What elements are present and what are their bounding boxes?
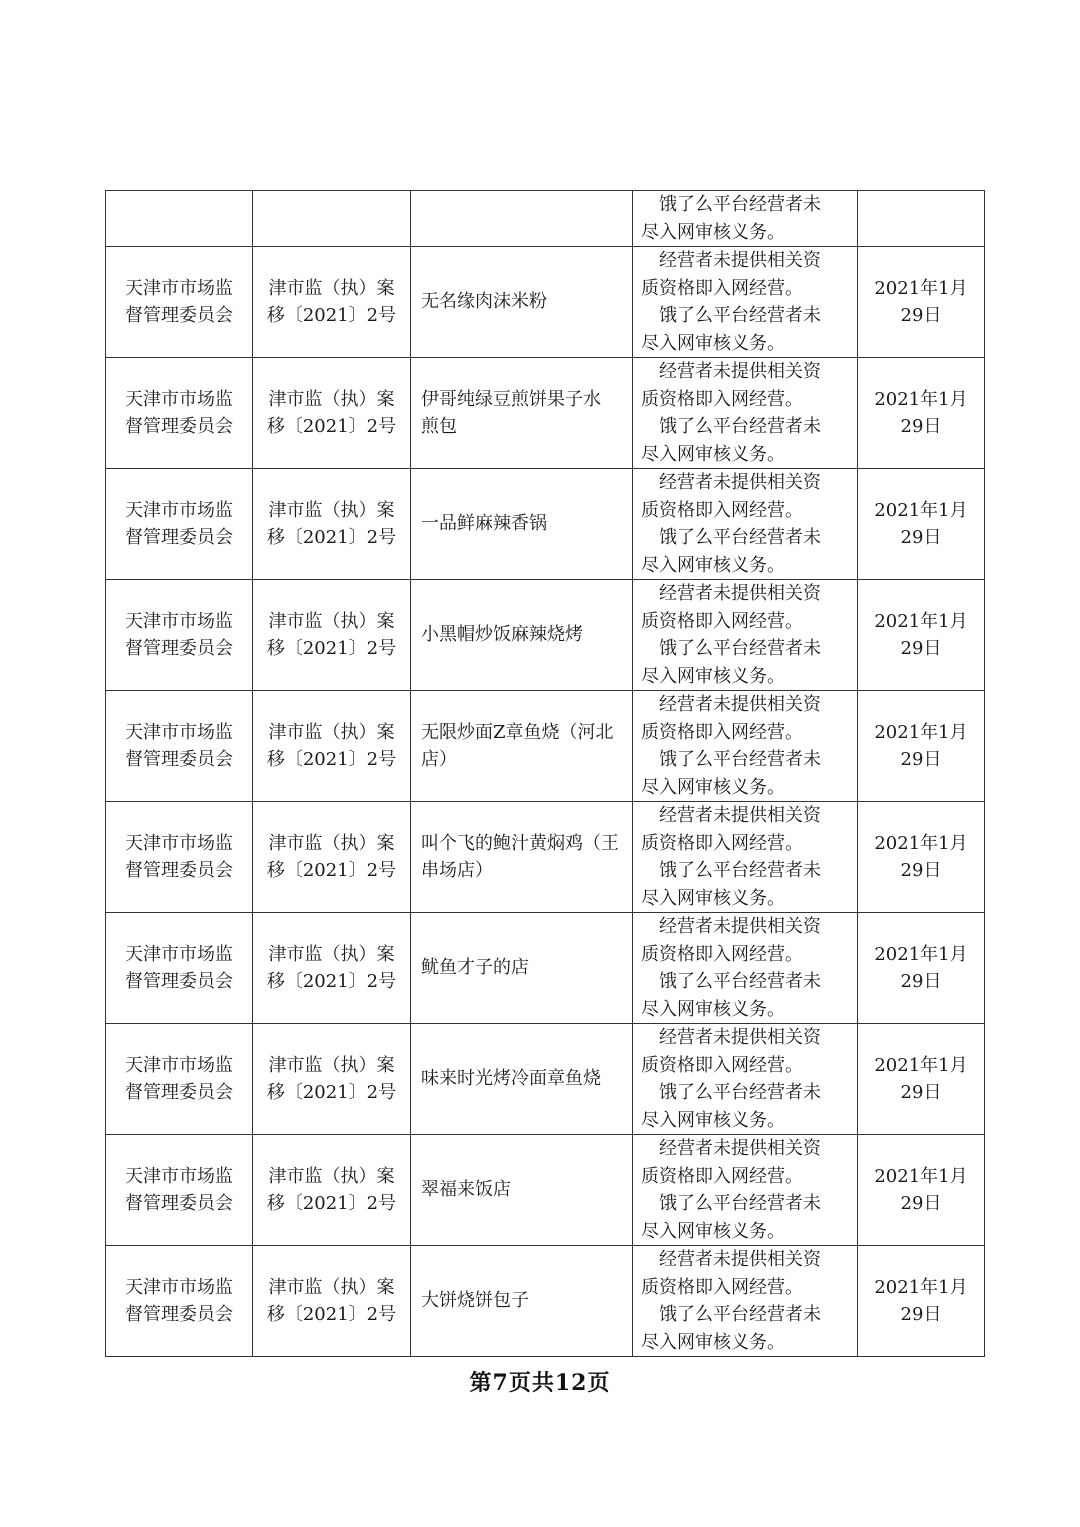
case-number-cell-text: 津市监（执）案 移〔2021〕2号 (266, 388, 397, 437)
violation-paragraph: 经营者未提供相关资 质资格即入网经营。 (641, 361, 821, 410)
business-name-cell (411, 691, 633, 802)
authority-cell (106, 247, 253, 358)
table-row (106, 1135, 985, 1246)
business-name-cell-text: 无名缘肉沫米粉 (421, 291, 547, 313)
date-cell (858, 1246, 985, 1357)
business-name-cell-text: 鱿鱼才子的店 (421, 957, 529, 979)
authority-cell-text: 天津市市场监 督管理委员会 (125, 277, 233, 326)
case-number-cell-text: 津市监（执）案 移〔2021〕2号 (266, 1054, 397, 1103)
authority-cell (106, 191, 253, 247)
case-number-cell-text: 津市监（执）案 移〔2021〕2号 (266, 277, 397, 326)
violation-cell (633, 691, 858, 802)
date-cell-text: 2021年1月 29日 (874, 1276, 968, 1325)
violation-cell (633, 1135, 858, 1246)
table-row (106, 469, 985, 580)
case-number-cell (253, 802, 411, 913)
authority-cell (106, 913, 253, 1024)
violation-paragraph: 饿了么平台经营者未 尽入网审核义务。 (641, 1193, 821, 1242)
business-name-cell-text: 一品鲜麻辣香锅 (421, 513, 547, 535)
case-number-cell-text: 津市监（执）案 移〔2021〕2号 (266, 721, 397, 770)
date-cell-text: 2021年1月 29日 (874, 388, 968, 437)
violation-paragraph: 饿了么平台经营者未 尽入网审核义务。 (641, 860, 821, 909)
authority-cell-text: 天津市市场监 督管理委员会 (125, 1276, 233, 1325)
violation-paragraph: 经营者未提供相关资 质资格即入网经营。 (641, 1138, 821, 1187)
date-cell (858, 580, 985, 691)
authority-cell-text: 天津市市场监 督管理委员会 (125, 943, 233, 992)
authority-cell-text: 天津市市场监 督管理委员会 (125, 610, 233, 659)
authority-cell (106, 580, 253, 691)
violation-paragraph: 经营者未提供相关资 质资格即入网经营。 (641, 583, 821, 632)
business-name-cell (411, 580, 633, 691)
authority-cell-text: 天津市市场监 督管理委员会 (125, 1165, 233, 1214)
business-name-cell (411, 913, 633, 1024)
case-number-cell-text: 津市监（执）案 移〔2021〕2号 (266, 1276, 397, 1325)
violation-paragraph: 饿了么平台经营者未 尽入网审核义务。 (641, 638, 821, 687)
date-cell-text: 2021年1月 29日 (874, 1054, 968, 1103)
business-name-cell (411, 802, 633, 913)
table-row (106, 247, 985, 358)
case-number-cell (253, 1024, 411, 1135)
authority-cell-text: 天津市市场监 督管理委员会 (125, 1054, 233, 1103)
violation-paragraph: 饿了么平台经营者未 尽入网审核义务。 (641, 971, 821, 1020)
violation-paragraph: 饿了么平台经营者未 尽入网审核义务。 (641, 527, 821, 576)
authority-cell-text: 天津市市场监 督管理委员会 (125, 721, 233, 770)
business-name-cell-text: 伊哥纯绿豆煎饼果子水 煎包 (421, 388, 601, 437)
violation-paragraph: 饿了么平台经营者未 尽入网审核义务。 (641, 749, 821, 798)
case-number-cell (253, 191, 411, 247)
violation-paragraph: 经营者未提供相关资 质资格即入网经营。 (641, 250, 821, 299)
violation-cell (633, 1024, 858, 1135)
violation-cell (633, 469, 858, 580)
date-cell (858, 191, 985, 247)
case-number-cell (253, 358, 411, 469)
business-name-cell (411, 1135, 633, 1246)
date-cell-text: 2021年1月 29日 (874, 499, 968, 548)
violation-paragraph: 饿了么平台经营者未 尽入网审核义务。 (641, 194, 821, 243)
violation-cell (633, 1246, 858, 1357)
violation-paragraph: 饿了么平台经营者未 尽入网审核义务。 (641, 1304, 821, 1353)
business-name-cell-text: 大饼烧饼包子 (421, 1290, 529, 1312)
date-cell-text: 2021年1月 29日 (874, 943, 968, 992)
case-number-cell (253, 691, 411, 802)
violation-cell (633, 913, 858, 1024)
violation-paragraph: 经营者未提供相关资 质资格即入网经营。 (641, 472, 821, 521)
date-cell-text: 2021年1月 29日 (874, 832, 968, 881)
business-name-cell (411, 469, 633, 580)
violation-paragraph: 经营者未提供相关资 质资格即入网经营。 (641, 1027, 821, 1076)
violation-cell (633, 580, 858, 691)
date-cell (858, 913, 985, 1024)
business-name-cell (411, 1246, 633, 1357)
violation-cell (633, 358, 858, 469)
table-row (106, 913, 985, 1024)
page-number: 第7页共12页 (469, 1370, 611, 1396)
table-row (106, 1246, 985, 1357)
case-number-cell-text: 津市监（执）案 移〔2021〕2号 (266, 832, 397, 881)
authority-cell-text: 天津市市场监 督管理委员会 (125, 832, 233, 881)
authority-cell (106, 469, 253, 580)
violation-paragraph: 饿了么平台经营者未 尽入网审核义务。 (641, 1082, 821, 1131)
date-cell-text: 2021年1月 29日 (874, 721, 968, 770)
case-number-cell (253, 580, 411, 691)
date-cell (858, 802, 985, 913)
authority-cell (106, 358, 253, 469)
table-row (106, 580, 985, 691)
date-cell-text: 2021年1月 29日 (874, 277, 968, 326)
case-number-cell (253, 1135, 411, 1246)
date-cell-text: 2021年1月 29日 (874, 610, 968, 659)
case-number-cell-text: 津市监（执）案 移〔2021〕2号 (266, 499, 397, 548)
case-number-cell (253, 1246, 411, 1357)
table-row-continued (106, 191, 985, 247)
date-cell-text: 2021年1月 29日 (874, 1165, 968, 1214)
date-cell (858, 691, 985, 802)
case-number-cell-text: 津市监（执）案 移〔2021〕2号 (266, 943, 397, 992)
table-row (106, 358, 985, 469)
business-name-cell (411, 247, 633, 358)
business-name-cell-text: 无限炒面Z章鱼烧（河北 店） (421, 721, 614, 770)
violation-cell (633, 802, 858, 913)
business-name-cell (411, 1024, 633, 1135)
authority-cell (106, 1024, 253, 1135)
case-number-cell (253, 469, 411, 580)
business-name-cell-text: 叫个飞的鲍汁黄焖鸡（王 串场店） (421, 832, 619, 881)
authority-cell-text: 天津市市场监 督管理委员会 (125, 499, 233, 548)
case-number-cell-text: 津市监（执）案 移〔2021〕2号 (266, 1165, 397, 1214)
case-number-cell (253, 913, 411, 1024)
case-number-cell (253, 247, 411, 358)
table-row (106, 691, 985, 802)
date-cell (858, 358, 985, 469)
violation-paragraph: 经营者未提供相关资 质资格即入网经营。 (641, 805, 821, 854)
authority-cell (106, 802, 253, 913)
violation-cell (633, 191, 858, 247)
authority-cell (106, 1135, 253, 1246)
violation-paragraph: 饿了么平台经营者未 尽入网审核义务。 (641, 416, 821, 465)
business-name-cell-text: 味来时光烤冷面章鱼烧 (421, 1068, 601, 1090)
violation-paragraph: 经营者未提供相关资 质资格即入网经营。 (641, 694, 821, 743)
date-cell (858, 1135, 985, 1246)
violation-paragraph: 经营者未提供相关资 质资格即入网经营。 (641, 1249, 821, 1298)
business-name-cell-text: 小黑帽炒饭麻辣烧烤 (421, 624, 583, 646)
table-row (106, 1024, 985, 1135)
penalty-table (105, 190, 985, 1357)
violation-cell (633, 247, 858, 358)
authority-cell (106, 691, 253, 802)
authority-cell-text: 天津市市场监 督管理委员会 (125, 388, 233, 437)
table-body (106, 191, 985, 1357)
violation-paragraph: 经营者未提供相关资 质资格即入网经营。 (641, 916, 821, 965)
date-cell (858, 247, 985, 358)
business-name-cell (411, 358, 633, 469)
violation-paragraph: 饿了么平台经营者未 尽入网审核义务。 (641, 305, 821, 354)
business-name-cell-text: 翠福来饭店 (421, 1179, 511, 1201)
table-row (106, 802, 985, 913)
business-name-cell (411, 191, 633, 247)
case-number-cell-text: 津市监（执）案 移〔2021〕2号 (266, 610, 397, 659)
date-cell (858, 469, 985, 580)
authority-cell (106, 1246, 253, 1357)
date-cell (858, 1024, 985, 1135)
